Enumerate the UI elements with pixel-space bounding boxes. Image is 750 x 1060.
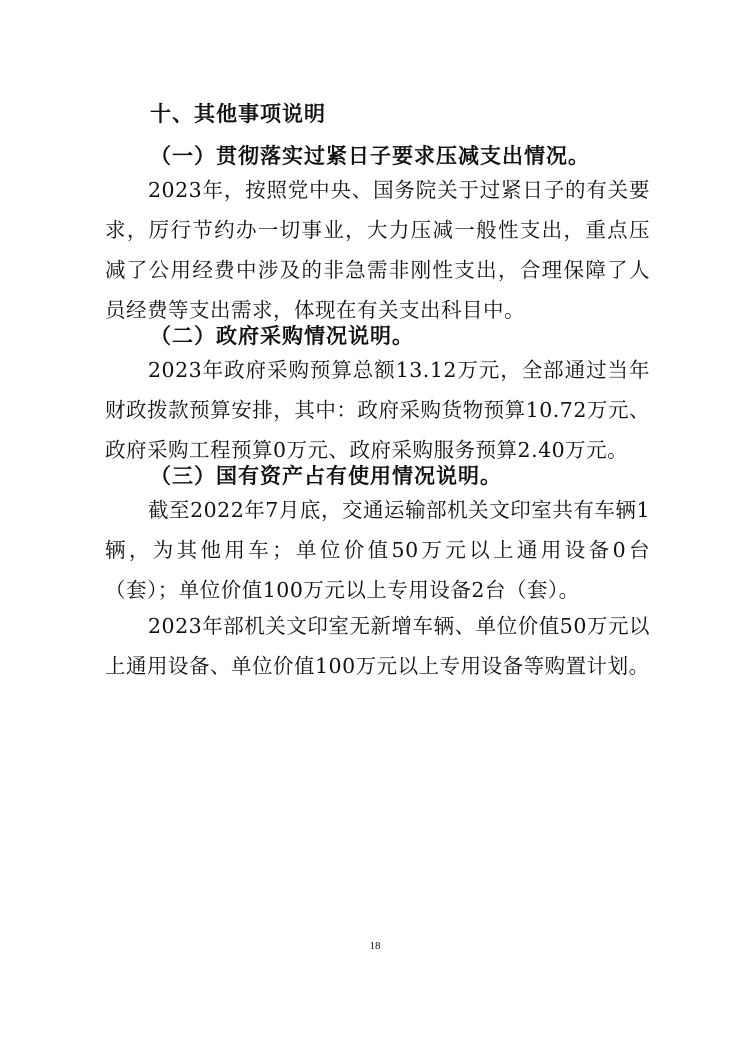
section-title: 十、其他事项说明 [150, 101, 326, 126]
subsection-heading-3: （三）国有资产占有使用情况说明。 [150, 463, 502, 488]
page-number: 18 [369, 940, 381, 952]
paragraph-procurement: 2023年政府采购预算总额13.12万元，全部通过当年财政拨款预算安排，其中：政府采购货物预算10.72万元、政府采购工程预算0万元、政府采购服务预算2.40万元。 [105, 358, 650, 462]
paragraph-purchase-plan: 2023年部机关文印室无新增车辆、单位价值50万元以上通用设备、单位价值100万元以上专用设备等购置计划。 [105, 614, 650, 678]
paragraph-assets: 截至2022年7月底，交通运输部机关文印室共有车辆1辆，为其他用车；单位价值50万元以上通用设备0台（套）；单位价值100万元以上专用设备2台（套）。 [105, 498, 650, 602]
subsection-heading-2: （二）政府采购情况说明。 [150, 323, 414, 348]
paragraph-austerity: 2023年，按照党中央、国务院关于过紧日子的有关要求，厉行节约办一切事业，大力压减一般性支出，重点压减了公用经费中涉及的非急需非刚性支出，合理保障了人员经费等支出需求，体现在有关支出科目中。 [105, 178, 650, 322]
subsection-heading-1: （一）贯彻落实过紧日子要求压减支出情况。 [150, 143, 590, 168]
